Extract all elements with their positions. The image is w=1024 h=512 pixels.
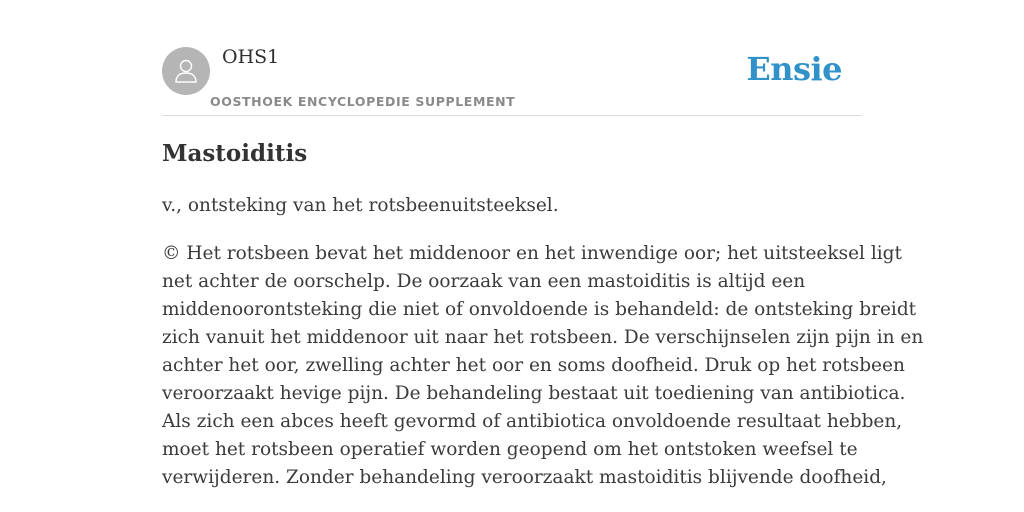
- body-line: middenoorontsteking die niet of onvoldoende is behandeld: de ontsteking breidt: [162, 299, 917, 320]
- article-title: Mastoiditis: [162, 140, 308, 167]
- page-container: [162, 0, 924, 488]
- article-body: [162, 240, 924, 492]
- body-line: Als zich een abces heeft gevormd of antibiotica onvoldoende resultaat hebben,: [162, 411, 903, 432]
- body-line: achter het oor, zwelling achter het oor en soms doofheid. Druk op het rotsbeen: [162, 355, 905, 376]
- source-label[interactable]: OOSTHOEK ENCYCLOPEDIE SUPPLEMENT: [210, 94, 516, 109]
- body-line: veroorzaakt hevige pijn. De behandeling bestaat uit toediening van antibiotica.: [162, 383, 906, 404]
- author-name[interactable]: OHS1: [222, 46, 280, 68]
- site-logo[interactable]: Ensie: [746, 50, 842, 88]
- header: [162, 0, 862, 116]
- body-line: verwijderen. Zonder behandeling veroorzaakt mastoiditis blijvende doofheid,: [162, 467, 887, 488]
- body-line: zich vanuit het middenoor uit naar het rotsbeen. De verschijnselen zijn pijn in en: [162, 327, 924, 348]
- body-line: © Het rotsbeen bevat het middenoor en het inwendige oor; het uitsteeksel ligt: [162, 243, 902, 264]
- body-line: moet het rotsbeen operatief worden geopend om het ontstoken weefsel te: [162, 439, 858, 460]
- article-definition: v., ontsteking van het rotsbeenuitsteeksel.: [162, 195, 559, 216]
- body-line: net achter de oorschelp. De oorzaak van een mastoiditis is altijd een: [162, 271, 806, 292]
- avatar[interactable]: [162, 47, 210, 95]
- user-icon: [171, 56, 201, 86]
